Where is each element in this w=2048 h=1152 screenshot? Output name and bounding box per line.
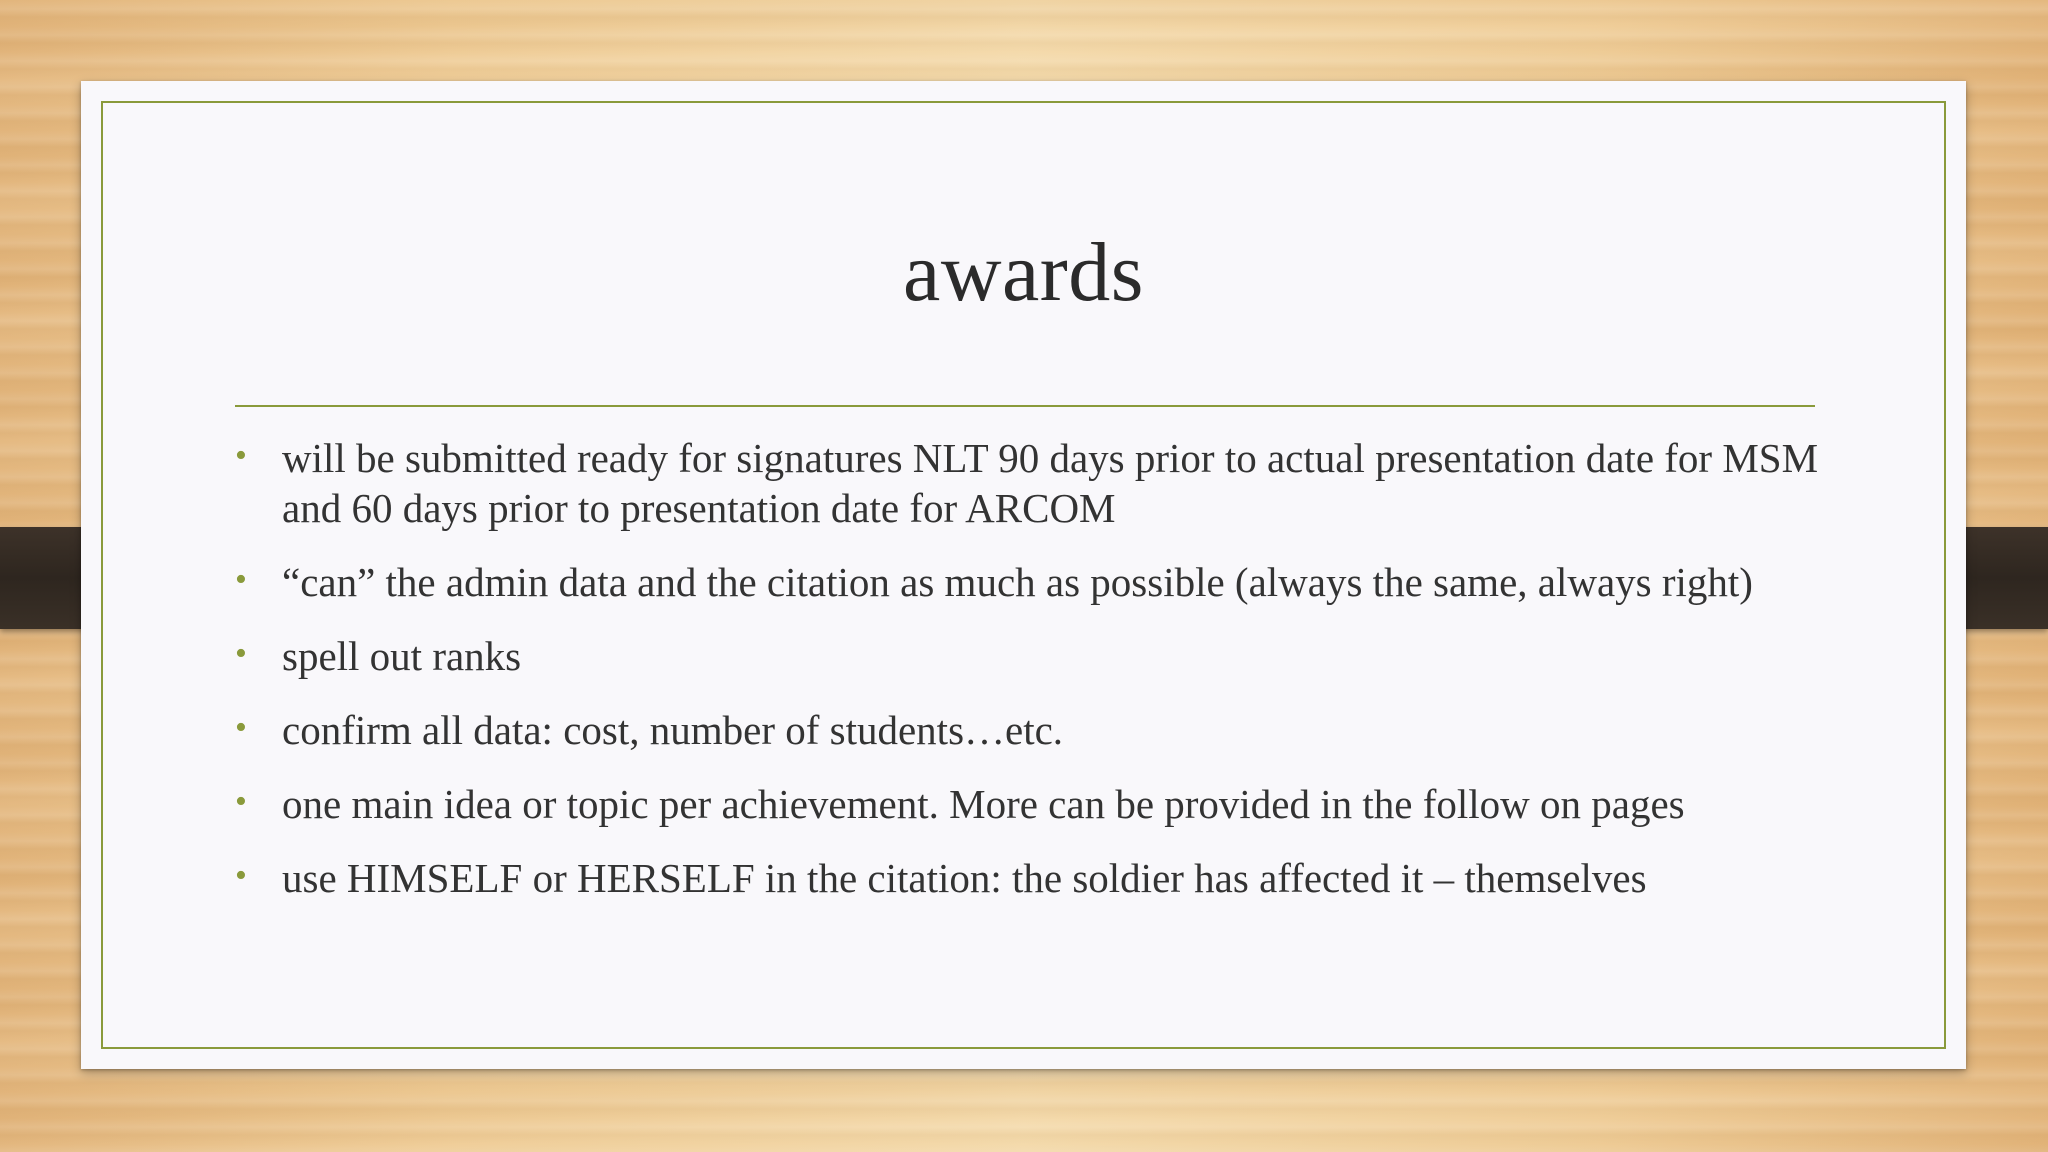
title-divider: [235, 405, 1815, 407]
slide-title: awards: [903, 226, 1144, 319]
bullet-dot-icon: •: [235, 709, 247, 746]
slide-card: [81, 81, 1966, 1069]
bullet-item: [235, 433, 1875, 533]
bullet-dot-icon: •: [235, 857, 247, 894]
bullet-item: [235, 779, 1875, 829]
bullet-text: will be submitted ready for signatures NLT 90 days prior to actual presentation date for MSM and 60 days prior to presentation date for ARCOM: [282, 435, 1819, 531]
bullet-text: one main idea or topic per achievement. More can be provided in the follow on pages: [282, 781, 1685, 827]
bullet-dot-icon: •: [235, 635, 247, 672]
bullet-item: [235, 631, 1875, 681]
bullet-text: “can” the admin data and the citation as much as possible (always the same, always right): [282, 559, 1753, 605]
bullet-dot-icon: •: [235, 783, 247, 820]
bullet-text: spell out ranks: [282, 633, 522, 679]
bullet-item: [235, 557, 1875, 607]
bullet-list: [235, 433, 1875, 927]
bullet-dot-icon: •: [235, 561, 247, 598]
bullet-item: [235, 705, 1875, 755]
bullet-dot-icon: •: [235, 437, 247, 474]
bullet-text: use HIMSELF or HERSELF in the citation: the soldier has affected it – themselves: [282, 855, 1647, 901]
bullet-item: [235, 853, 1875, 903]
bullet-text: confirm all data: cost, number of students…etc.: [282, 707, 1064, 753]
